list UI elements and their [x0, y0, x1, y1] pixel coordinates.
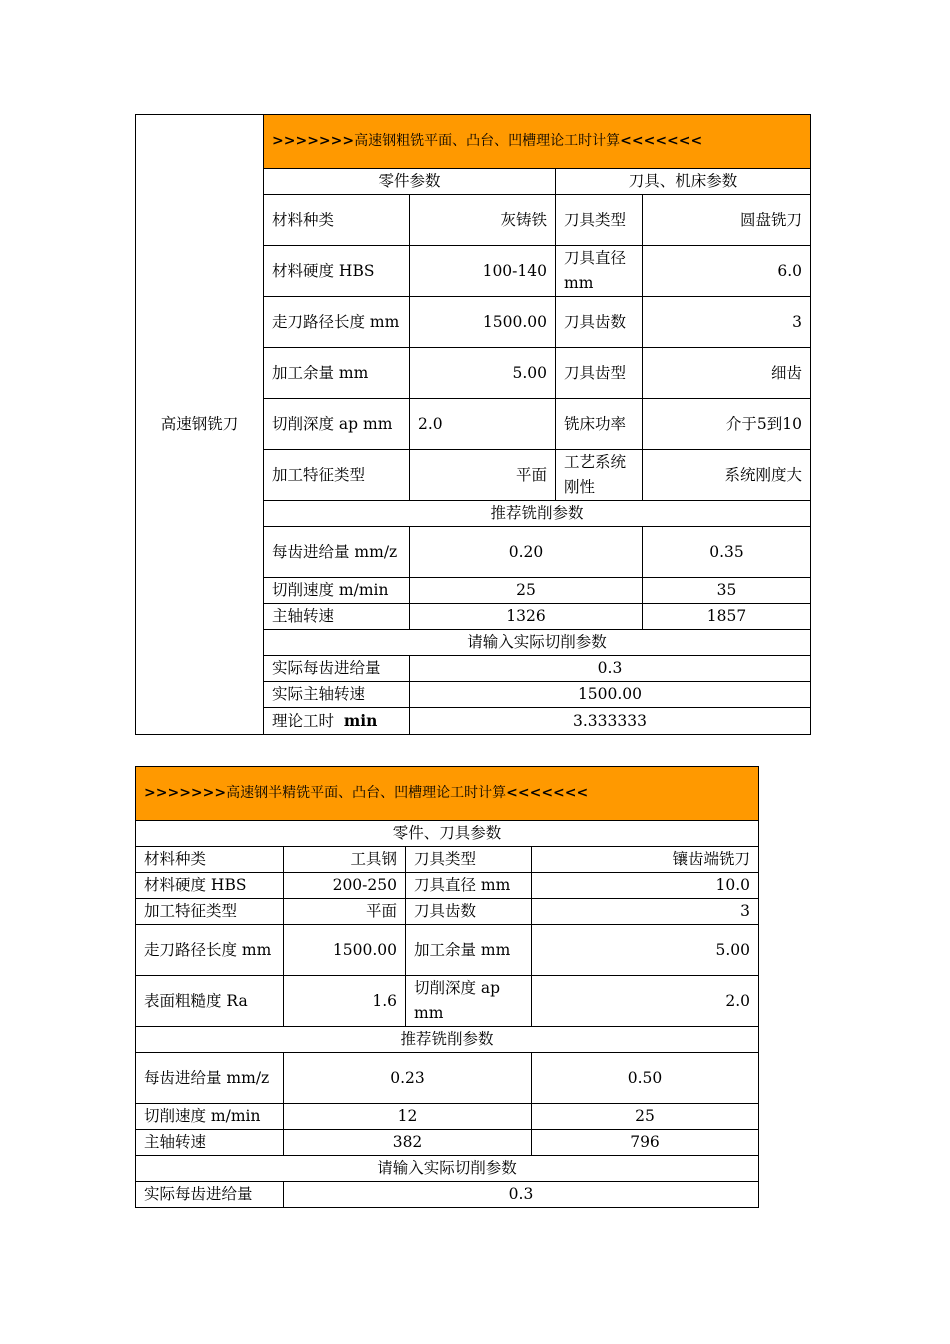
- rec-label: 主轴转速: [136, 1130, 284, 1156]
- result-value: 3.333333: [410, 708, 811, 735]
- tool-param-label: 刀具齿数: [556, 297, 643, 348]
- tool-param-label: 刀具齿型: [556, 348, 643, 399]
- rec-min: 1326: [410, 604, 643, 630]
- tool-param-value[interactable]: 介于5到10: [643, 399, 811, 450]
- part-params-header: 零件参数: [264, 169, 556, 195]
- rec-min: 12: [284, 1104, 532, 1130]
- param-label: 材料硬度 HBS: [264, 246, 410, 297]
- actual-value-input[interactable]: 1500.00: [410, 682, 811, 708]
- rec-max: 1857: [643, 604, 811, 630]
- tool-param-value[interactable]: 3: [643, 297, 811, 348]
- tool-param-value[interactable]: 3: [532, 899, 759, 925]
- actual-label: 实际每齿进给量: [136, 1182, 284, 1208]
- rec-label: 每齿进给量 mm/z: [264, 527, 410, 578]
- title-suffix: <<<<<<<: [506, 785, 589, 801]
- param-value[interactable]: 1.6: [284, 976, 406, 1027]
- tool-param-value[interactable]: 细齿: [643, 348, 811, 399]
- result-label-text: 理论工时: [272, 712, 335, 730]
- tool-param-label: 刀具直径 mm: [406, 873, 532, 899]
- tool-param-value[interactable]: 6.0: [643, 246, 811, 297]
- param-label: 加工特征类型: [264, 450, 410, 501]
- param-value[interactable]: 灰铸铁: [410, 195, 556, 246]
- tool-category-label: 高速钢铣刀: [136, 115, 264, 735]
- actual-header: 请输入实际切削参数: [136, 1156, 759, 1182]
- rec-min: 25: [410, 578, 643, 604]
- param-value[interactable]: 5.00: [410, 348, 556, 399]
- param-value[interactable]: 200-250: [284, 873, 406, 899]
- title-text: 高速钢粗铣平面、凸台、凹槽理论工时计算: [354, 133, 621, 149]
- param-value[interactable]: 2.0: [410, 399, 556, 450]
- actual-label: 实际每齿进给量: [264, 656, 410, 682]
- tool-params-header: 刀具、机床参数: [556, 169, 811, 195]
- param-value[interactable]: 平面: [284, 899, 406, 925]
- actual-header: 请输入实际切削参数: [264, 630, 811, 656]
- rec-min: 382: [284, 1130, 532, 1156]
- actual-value-input[interactable]: 0.3: [284, 1182, 759, 1208]
- tool-param-value[interactable]: 镶齿端铣刀: [532, 847, 759, 873]
- param-label: 表面粗糙度 Ra: [136, 976, 284, 1027]
- param-label: 加工特征类型: [136, 899, 284, 925]
- rough-milling-table: [135, 114, 811, 735]
- rec-max: 0.50: [532, 1053, 759, 1104]
- param-label: 材料种类: [136, 847, 284, 873]
- rec-max: 0.35: [643, 527, 811, 578]
- params-header: 零件、刀具参数: [136, 821, 759, 847]
- tool-param-value[interactable]: 10.0: [532, 873, 759, 899]
- rec-label: 切削速度 m/min: [136, 1104, 284, 1130]
- title-prefix: >>>>>>>: [272, 133, 355, 149]
- semi-finish-milling-table: [135, 766, 759, 1208]
- param-label: 材料硬度 HBS: [136, 873, 284, 899]
- param-label: 走刀路径长度 mm: [264, 297, 410, 348]
- rec-min: 0.20: [410, 527, 643, 578]
- tool-param-value[interactable]: 5.00: [532, 925, 759, 976]
- param-value[interactable]: 100-140: [410, 246, 556, 297]
- recommended-header: 推荐铣削参数: [264, 501, 811, 527]
- param-label: 加工余量 mm: [264, 348, 410, 399]
- table-title: [136, 767, 759, 821]
- rec-label: 主轴转速: [264, 604, 410, 630]
- tool-param-label: 铣床功率: [556, 399, 643, 450]
- tool-param-label: 刀具齿数: [406, 899, 532, 925]
- tool-param-value[interactable]: 系统刚度大: [643, 450, 811, 501]
- table-title: [264, 115, 811, 169]
- param-label: 切削深度 ap mm: [264, 399, 410, 450]
- tool-param-label: 刀具类型: [556, 195, 643, 246]
- rec-label: 切削速度 m/min: [264, 578, 410, 604]
- param-label: 走刀路径长度 mm: [136, 925, 284, 976]
- rec-max: 796: [532, 1130, 759, 1156]
- tool-param-label: 切削深度 ap mm: [406, 976, 532, 1027]
- recommended-header: 推荐铣削参数: [136, 1027, 759, 1053]
- tool-param-label: 刀具类型: [406, 847, 532, 873]
- actual-label: 实际主轴转速: [264, 682, 410, 708]
- rec-min: 0.23: [284, 1053, 532, 1104]
- title-prefix: >>>>>>>: [144, 785, 227, 801]
- tool-param-value[interactable]: 2.0: [532, 976, 759, 1027]
- rec-max: 25: [532, 1104, 759, 1130]
- param-label: 材料种类: [264, 195, 410, 246]
- tool-param-label: 工艺系统刚性: [556, 450, 643, 501]
- param-value[interactable]: 1500.00: [284, 925, 406, 976]
- tool-param-label: 刀具直径 mm: [556, 246, 643, 297]
- param-value[interactable]: 平面: [410, 450, 556, 501]
- param-value[interactable]: 工具钢: [284, 847, 406, 873]
- title-suffix: <<<<<<<: [620, 133, 703, 149]
- actual-value-input[interactable]: 0.3: [410, 656, 811, 682]
- result-unit: min: [343, 711, 378, 730]
- title-text: 高速钢半精铣平面、凸台、凹槽理论工时计算: [226, 785, 507, 801]
- result-label: [264, 708, 410, 735]
- rec-label: 每齿进给量 mm/z: [136, 1053, 284, 1104]
- tool-param-label: 加工余量 mm: [406, 925, 532, 976]
- rec-max: 35: [643, 578, 811, 604]
- tool-param-value[interactable]: 圆盘铣刀: [643, 195, 811, 246]
- param-value[interactable]: 1500.00: [410, 297, 556, 348]
